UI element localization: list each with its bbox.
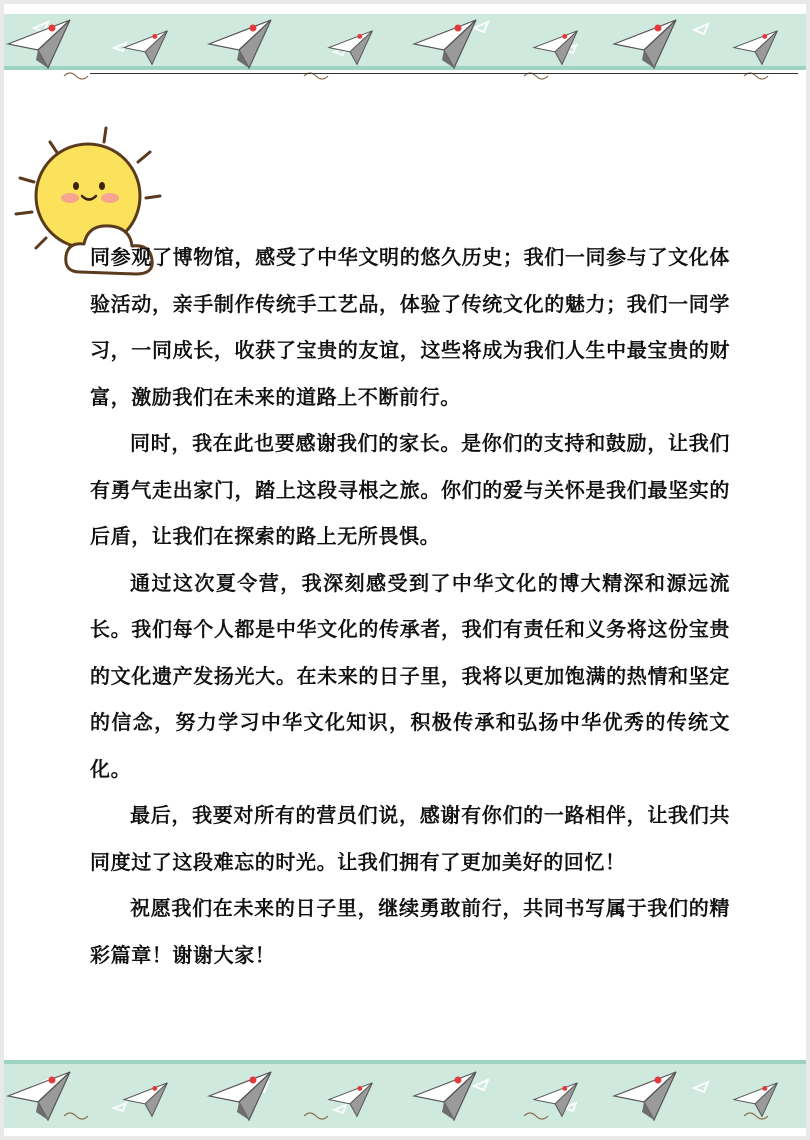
- paper-plane-border-top: [4, 8, 806, 80]
- paragraph-1: 同参观了博物馆，感受了中华文明的悠久历史；我们一同参与了文化体验活动，亲手制作传统手工艺品，体验了传统文化的魅力；我们一同学习，一同成长，收获了宝贵的友谊，这些将成为我们人生中最宝贵的财富，激励我们在未来的道路上不断前行。: [90, 245, 730, 409]
- top-decorative-border: [4, 8, 806, 80]
- paragraph-3: 通过这次夏令营，我深刻感受到了中华文化的博大精深和源远流长。我们每个人都是中华文化的传承者，我们有责任和义务将这份宝贵的文化遗产发扬光大。在未来的日子里，我将以更加饱满的热情和坚定的信念，努力学习中华文化知识，积极传承和弘扬中华优秀的传统文化。: [90, 570, 730, 781]
- header-rule: [90, 73, 798, 74]
- letter-body: [90, 234, 730, 978]
- bottom-decorative-border: [4, 1056, 806, 1128]
- paragraph-2: 同时，我在此也要感谢我们的家长。是你们的支持和鼓励，让我们有勇气走出家门，踏上这段寻根之旅。你们的爱与关怀是我们最坚实的后盾，让我们在探索的路上无所畏惧。: [90, 431, 730, 548]
- paper-plane-border-bottom: [4, 1056, 806, 1128]
- document-page: [4, 4, 806, 1136]
- paragraph-4: 最后，我要对所有的营员们说，感谢有你们的一路相伴，让我们共同度过了这段难忘的时光。让我们拥有了更加美好的回忆！: [90, 803, 730, 874]
- paragraph-5: 祝愿我们在未来的日子里，继续勇敢前行，共同书写属于我们的精彩篇章！谢谢大家！: [90, 896, 730, 967]
